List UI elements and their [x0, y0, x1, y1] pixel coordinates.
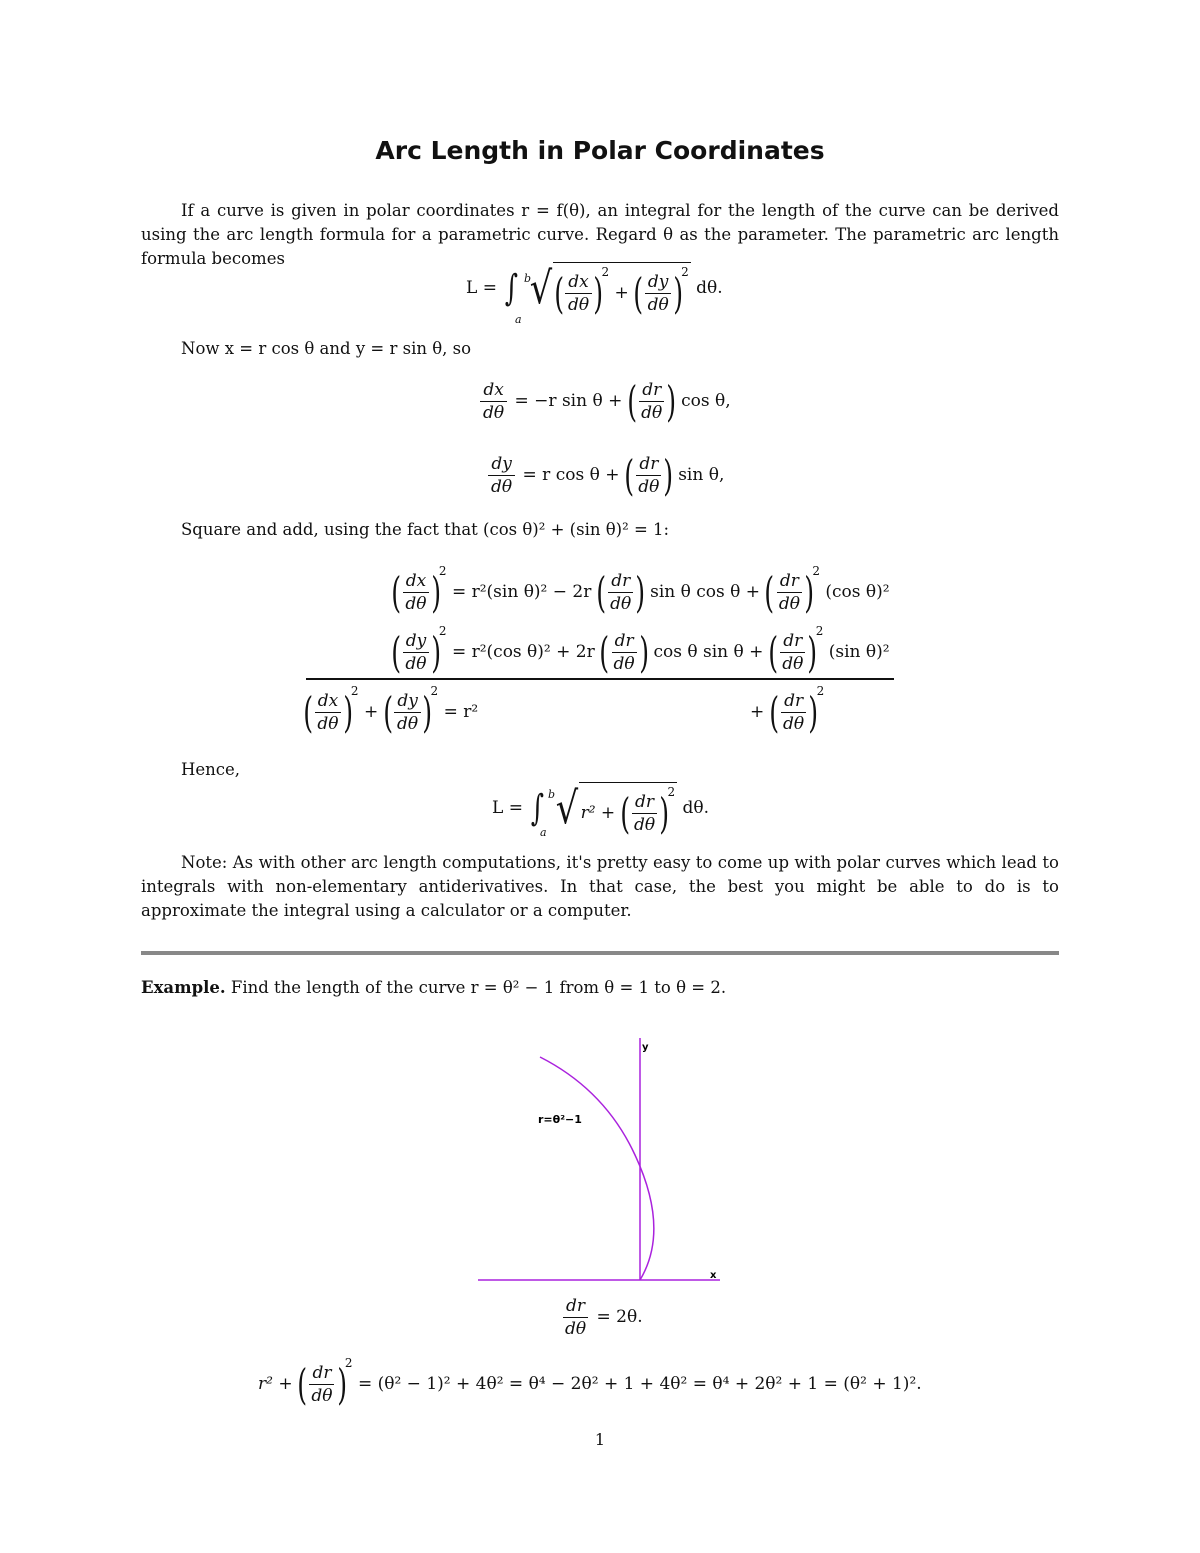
curve-label: r=θ²−1 [538, 1113, 582, 1126]
eq2-upper-limit: b [548, 788, 556, 801]
sum-row-1: ( $\frac{dx}{d\theta}$ )$^2$ = r²(sin θ)² − 2r ( $\frac{dr}{d\theta}$ ) sin θ cos θ + ( $\frac{dr}{d\theta}$ )$^2$ (cos θ)² [391, 564, 890, 617]
hence-line: Hence, [181, 760, 241, 779]
x-axis-label: x [710, 1270, 717, 1281]
radicand: ( $\frac{dx}{d\theta}$ )$^2$ + ( $\frac{dy}{d\theta}$ )$^2$ [553, 262, 691, 315]
y-axis-label: y [642, 1042, 649, 1053]
radical-sign: √ [529, 263, 552, 314]
integral-sign: ∫ [505, 268, 519, 309]
polar-curve-graph [470, 1030, 730, 1290]
example-line [141, 976, 726, 1000]
sum-row-3-right: + ( $\frac{dr}{d\theta}$ )$^2$ [750, 684, 825, 737]
square-and-add-line: Square and add, using the fact that (cos θ)² + (sin θ)² = 1: [181, 520, 670, 539]
dy-dtheta-equation: $\frac{dy}{d\theta}$ = r cos θ + ( $\frac{dr}{d\theta}$ ) sin θ, [486, 454, 724, 497]
sum-row-3: ( $\frac{dx}{d\theta}$ )$^2$ + ( $\frac{dy}{d\theta}$ )$^2$ = r² [303, 684, 479, 737]
intro-paragraph: If a curve is given in polar coordinates r = f(θ), an integral for the length of the curve can be derived using the arc length formula for a parametric curve. Regard θ as the parameter. The parametric arc length formula becomes [141, 201, 1059, 268]
eq2-lower-limit: a [540, 826, 547, 839]
example-label: Example. [141, 978, 226, 997]
eq1-tail: dθ. [696, 278, 723, 298]
page-title: Arc Length in Polar Coordinates [375, 136, 825, 165]
note-paragraph: Note: As with other arc length computations, it's pretty easy to come up with polar curves which lead to integrals with non-elementary antiderivatives. In that case, the best you might be able to do is to approximate the integral using a calculator or a computer. [141, 853, 1059, 920]
example-text: Find the length of the curve r = θ² − 1 from θ = 1 to θ = 2. [230, 978, 727, 997]
sum-row-2: ( $\frac{dy}{d\theta}$ )$^2$ = r²(cos θ)² + 2r ( $\frac{dr}{d\theta}$ ) cos θ sin θ + ( $\frac{dr}{d\theta}$ )$^2$ (sin θ)² [391, 624, 890, 677]
eq1-upper-limit: b [524, 272, 532, 285]
eq1-lower-limit: a [515, 313, 522, 326]
eq1-lhs: L = [466, 278, 497, 298]
dr-dtheta-equation: $\frac{dr}{d\theta}$ = 2θ. [565, 1296, 643, 1339]
curve-r-theta [540, 1057, 654, 1280]
now-line: Now x = r cos θ and y = r sin θ, so [181, 339, 472, 358]
polar-arc-length-formula: L = ∫ √ r² + ( $\frac{dr}{d\theta}$ )$^2$ dθ. [492, 783, 710, 838]
final-equation: r² + ( $\frac{dr}{d\theta}$ )$^2$ = (θ² − 1)² + 4θ² = θ⁴ − 2θ² + 1 + 4θ² = θ⁴ + 2θ² + 1 = (θ² + 1)². [258, 1356, 922, 1409]
arc-length-formula [466, 262, 723, 318]
dx-dtheta-equation: $\frac{dx}{d\theta}$ = −r sin θ + ( $\frac{dr}{d\theta}$ ) cos θ, [478, 380, 731, 423]
page-number: 1 [594, 1430, 606, 1449]
section-divider [141, 951, 1059, 955]
sum-rule [306, 678, 894, 680]
